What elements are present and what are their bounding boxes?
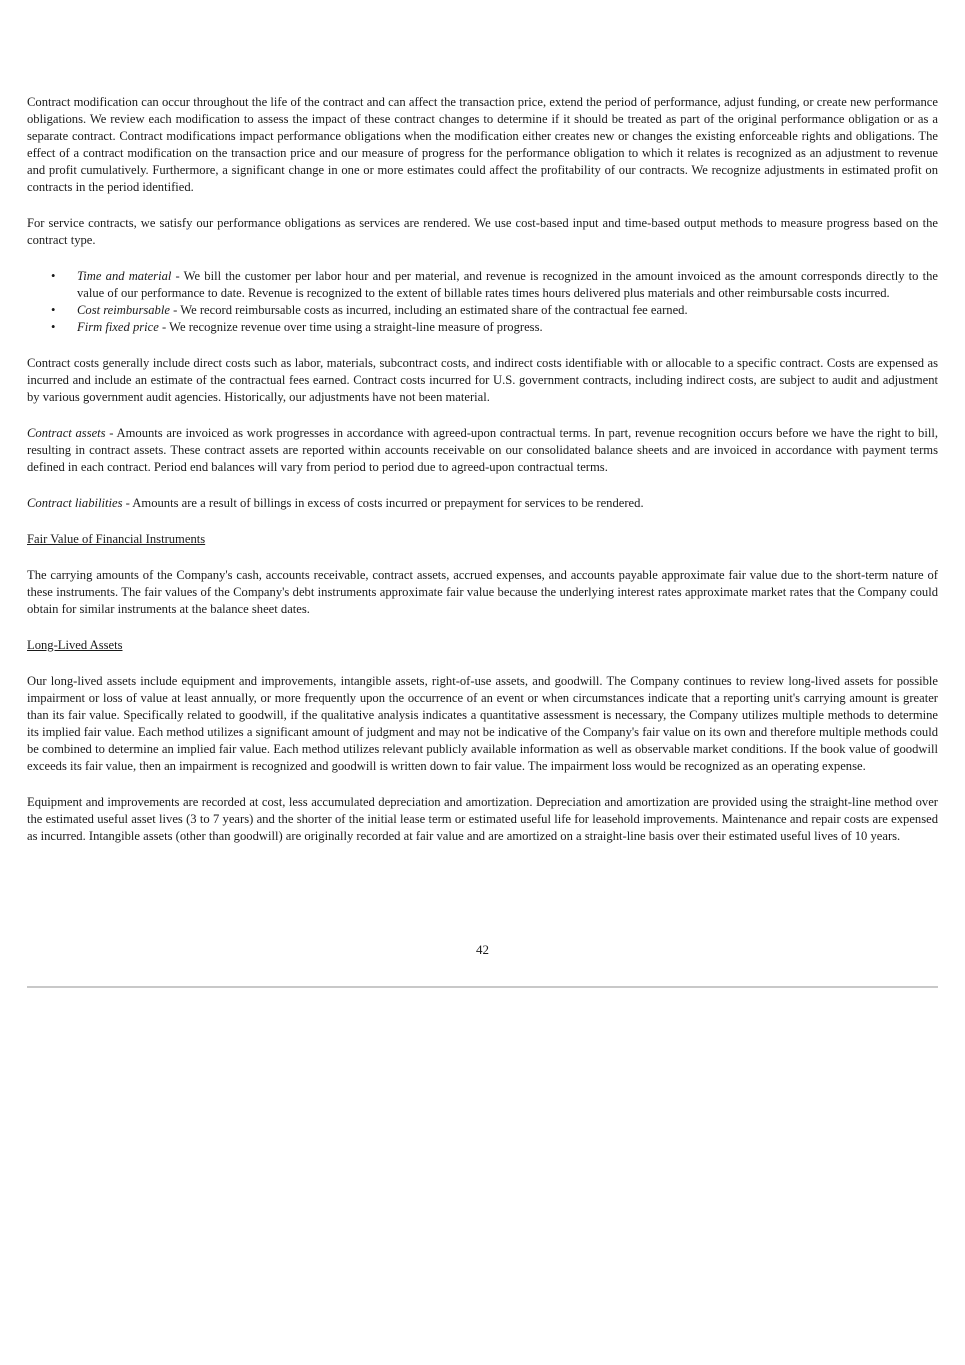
list-item-term: Firm fixed price [77, 320, 159, 334]
contract-type-list [27, 268, 938, 336]
page-divider [27, 986, 938, 988]
text-contract-assets: - Amounts are invoiced as work progresses in accordance with agreed-upon contractual terms. In part, revenue recognition occurs before we have the right to bill, resulting in contract assets. These contract assets are reported within accounts receivable on our consolidated balance sheets and are invoiced in accordance with payment terms defined in each contract. Period end balances will vary from period to period due to agreed-upon contractual terms. [27, 426, 938, 474]
list-item [27, 319, 938, 336]
bullet-marker: • [51, 320, 56, 334]
text-contract-liabilities: - Amounts are a result of billings in excess of costs incurred or prepayment for services to be rendered. [122, 496, 644, 510]
paragraph-equipment: Equipment and improvements are recorded at cost, less accumulated depreciation and amortization. Depreciation and amortization are provided using the straight-line method over the estimated useful asset lives (3 to 7 years) and the shorter of the initial lease term or estimated useful life for leasehold improvements. Maintenance and repair costs are expensed as incurred. Intangible assets (other than goodwill) are originally recorded at fair value and are amortized on a straight-line basis over their estimated useful lives of 10 years. [27, 795, 938, 843]
term-contract-assets: Contract assets [27, 426, 106, 440]
paragraph-fair-value: The carrying amounts of the Company's cash, accounts receivable, contract assets, accrued expenses, and accounts payable approximate fair value due to the short-term nature of these instruments. The fair values of the Company's debt instruments approximate fair value because the underlying interest rates approximate market rates that the Company could obtain for similar instruments at the balance sheet dates. [27, 568, 938, 616]
term-contract-liabilities: Contract liabilities [27, 496, 123, 510]
list-item [27, 302, 938, 319]
paragraph-contract-modification: Contract modification can occur throughout the life of the contract and can affect the transaction price, extend the period of performance, adjust funding, or create new performance obligations. We review each modification to assess the impact of these contract changes to determine if it should be treated as part of the original performance obligation or as a separate contract. Contract modifications impact performance obligations when the modification either creates new or changes the existing enforceable rights and obligations. The effect of a contract modification on the transaction price and our measure of progress for the performance obligation to which it relates is recognized as an adjustment to revenue and profit cumulatively. Furthermore, a significant change in one or more estimates could affect the profitability of our contracts. We recognize adjustments in estimated profit on contracts in the period identified. [27, 95, 938, 194]
heading-long-lived-assets: Long-Lived Assets [27, 638, 123, 652]
list-item-term: Cost reimbursable [77, 303, 170, 317]
paragraph-long-lived-assets: Our long-lived assets include equipment and improvements, intangible assets, right-of-use assets, and goodwill. The Company continues to review long-lived assets for possible impairment or loss of value at least annually, or more frequently upon the occurrence of an event or when circumstances indicate that a reporting unit's carrying amount is greater than its fair value. Specifically related to goodwill, if the qualitative analysis indicates a quantitative assessment is necessary, the Company utilizes multiple methods to determine its implied fair value. Each method utilizes a significant amount of judgment and may not be indicative of the Company's fair value on its own and therefore multiple methods could be combined to determine an implied fair value. Each method utilizes relevant publicly available information as well as observable market conditions. If the book value of goodwill exceeds its fair value, then an impairment is recognized and goodwill is written down to fair value. The impairment loss would be recognized as an operating expense. [27, 674, 938, 773]
heading-fair-value: Fair Value of Financial Instruments [27, 532, 206, 546]
bullet-marker: • [51, 303, 56, 317]
bullet-marker: • [51, 269, 56, 283]
paragraph-contract-costs: Contract costs generally include direct costs such as labor, materials, subcontract costs, and indirect costs identifiable with or allocable to a specific contract. Costs are expensed as incurred and include an estimate of the contractual fees earned. Contract costs incurred for U.S. government contracts, including indirect costs, are subject to audit and adjustment by various government audit agencies. Historically, our adjustments have not been material. [27, 356, 938, 404]
list-item [27, 268, 938, 302]
paragraph-contract-liabilities [27, 495, 938, 512]
list-item-text: - We bill the customer per labor hour and per material, and revenue is recognized in the amount invoiced as the amount corresponds directly to the value of our performance to date. Revenue is recognized to the extent of billable rates times hours delivered plus materials and other reimbursable costs incurred. [77, 269, 938, 300]
page-number: 42 [476, 942, 489, 957]
paragraph-contract-assets [27, 425, 938, 476]
list-item-text: - We recognize revenue over time using a straight-line measure of progress. [158, 320, 543, 334]
list-item-text: - We record reimbursable costs as incurred, including an estimated share of the contractual fee earned. [169, 303, 688, 317]
document-page [27, 94, 938, 864]
paragraph-service-contracts: For service contracts, we satisfy our performance obligations as services are rendered. We use cost-based input and time-based output methods to measure progress based on the contract type. [27, 216, 938, 247]
list-item-term: Time and material [77, 269, 172, 283]
